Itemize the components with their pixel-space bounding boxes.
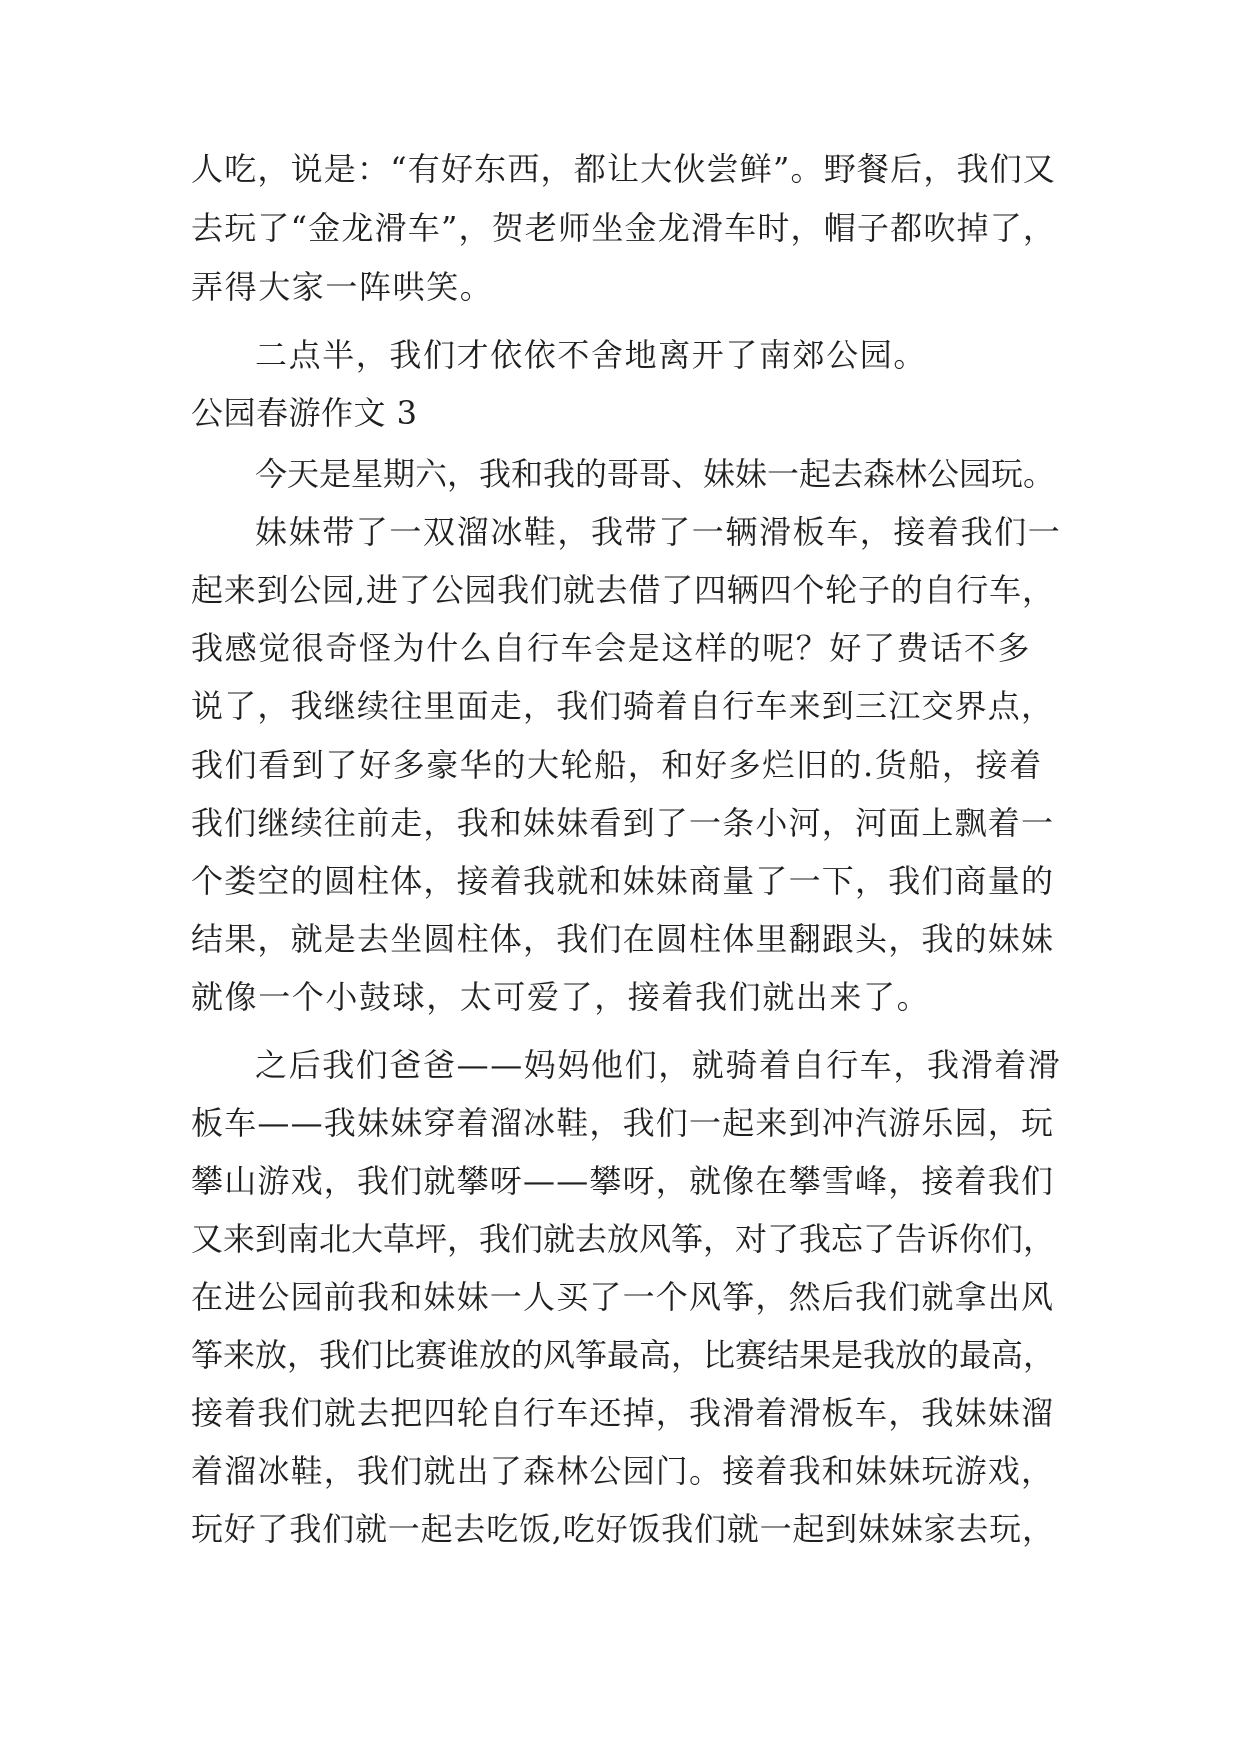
text-line: 我们看到了好多豪华的大轮船，和好多烂旧的.货船，接着 bbox=[191, 746, 1043, 784]
text-line: 着溜冰鞋，我们就出了森林公园门。接着我和妹妹玩游戏， bbox=[191, 1452, 1055, 1490]
text-line: 玩好了我们就一起去吃饭,吃好饭我们就一起到妹妹家去玩， bbox=[191, 1510, 1055, 1548]
text-line: 板车——我妹妹穿着溜冰鞋，我们一起来到冲汽游乐园，玩 bbox=[191, 1104, 1055, 1142]
text-line: 我们继续往前走，我和妹妹看到了一条小河，河面上飘着一 bbox=[191, 804, 1055, 842]
text-line: 又来到南北大草坪，我们就去放风筝，对了我忘了告诉你们， bbox=[191, 1220, 1056, 1258]
text-line: 就像一个小鼓球，太可爱了，接着我们就出来了。 bbox=[191, 978, 931, 1016]
text-line: 结果，就是去坐圆柱体，我们在圆柱体里翻跟头，我的妹妹 bbox=[191, 920, 1055, 958]
text-line: 妹妹带了一双溜冰鞋，我带了一辆滑板车，接着我们一 bbox=[255, 513, 1062, 551]
text-line: 个娄空的圆柱体，接着我就和妹妹商量了一下，我们商量的 bbox=[191, 862, 1055, 900]
text-line: 接着我们就去把四轮自行车还掉，我滑着滑板车，我妹妹溜 bbox=[191, 1394, 1055, 1432]
text-line: 去玩了“金龙滑车”，贺老师坐金龙滑车时，帽子都吹掉了， bbox=[191, 209, 1057, 247]
text-line: 人吃，说是：“有好东西，都让大伙尝鲜”。野餐后，我们又 bbox=[191, 150, 1057, 188]
text-line: 筝来放，我们比赛谁放的风筝最高，比赛结果是我放的最高， bbox=[191, 1336, 1056, 1374]
text-line: 今天是星期六，我和我的哥哥、妹妹一起去森林公园玩。 bbox=[255, 455, 1056, 493]
text-line: 二点半，我们才依依不舍地离开了南郊公园。 bbox=[255, 336, 928, 374]
section-heading: 公园春游作文 3 bbox=[191, 394, 418, 432]
text-line: 弄得大家一阵哄笑。 bbox=[191, 268, 494, 306]
text-line: 在进公园前我和妹妹一人买了一个风筝，然后我们就拿出风 bbox=[191, 1278, 1055, 1316]
text-line: 之后我们爸爸——妈妈他们，就骑着自行车，我滑着滑 bbox=[255, 1046, 1062, 1084]
text-line: 起来到公园,进了公园我们就去借了四辆四个轮子的自行车， bbox=[191, 571, 1055, 609]
text-line: 说了，我继续往里面走，我们骑着自行车来到三江交界点， bbox=[191, 687, 1055, 725]
text-line: 攀山游戏，我们就攀呀——攀呀，就像在攀雪峰，接着我们 bbox=[191, 1162, 1055, 1200]
text-line: 我感觉很奇怪为什么自行车会是这样的呢？好了费话不多 bbox=[191, 629, 1032, 667]
